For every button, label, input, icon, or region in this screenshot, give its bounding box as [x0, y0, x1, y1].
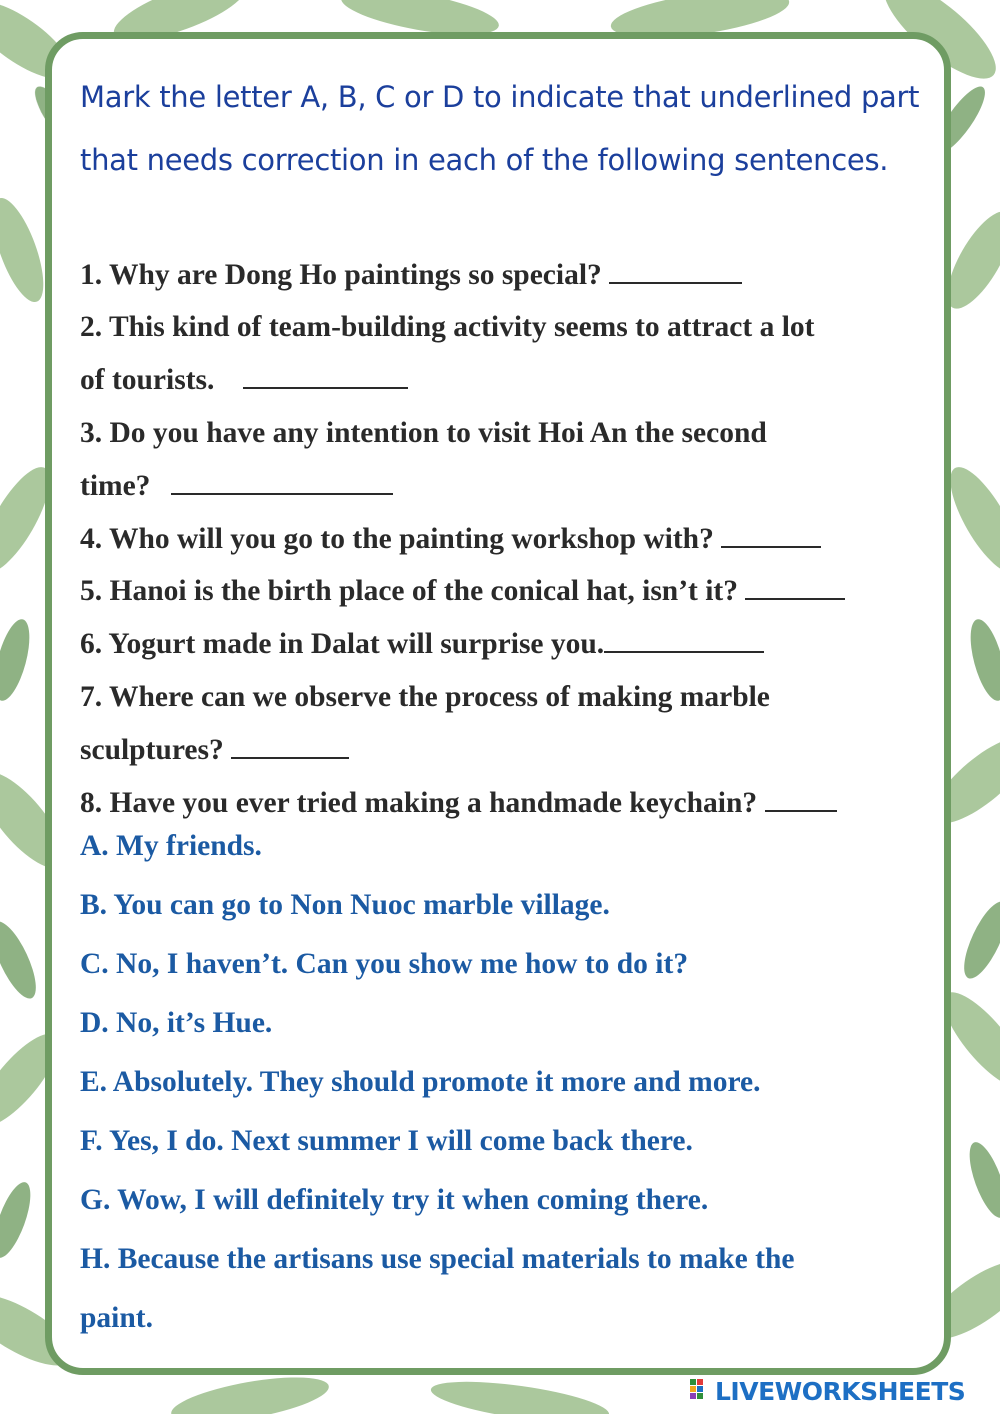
question-text: 1. Why are Dong Ho paintings so special? [80, 259, 602, 291]
question-5 [80, 571, 845, 611]
answer-blank[interactable] [745, 572, 845, 600]
answer-blank[interactable] [765, 784, 837, 812]
question-text: sculptures? [80, 734, 224, 766]
question-text: 8. Have you ever tried making a handmade keychain? [80, 787, 758, 819]
question-7 [80, 677, 770, 717]
answer-blank[interactable] [604, 625, 764, 653]
question-7-cont [80, 730, 349, 770]
question-6 [80, 624, 764, 664]
question-8 [80, 783, 837, 823]
logo-text: LIVEWORKSHEETS [715, 1376, 966, 1406]
question-2-cont [80, 360, 408, 400]
question-text: of tourists. [80, 364, 215, 396]
question-1 [80, 255, 742, 295]
instruction-text: Mark the letter A, B, C or D to indicate that underlined part that needs correction in each of the following sentences. [80, 80, 920, 177]
answer-option-f: F. Yes, I do. Next summer I will come back there. [80, 1125, 693, 1157]
question-text: time? [80, 470, 151, 502]
answer-blank[interactable] [231, 731, 349, 759]
question-3-cont [80, 466, 393, 506]
question-2 [80, 307, 814, 347]
question-text: 3. Do you have any intention to visit Hoi An the second [80, 417, 767, 449]
answer-option-h: H. Because the artisans use special materials to make the [80, 1243, 795, 1275]
question-4 [80, 519, 821, 559]
answer-option-e: E. Absolutely. They should promote it more and more. [80, 1066, 761, 1098]
logo-icon [690, 1377, 712, 1405]
answer-blank[interactable] [721, 520, 821, 548]
question-text: 7. Where can we observe the process of making marble [80, 681, 770, 713]
question-text: 4. Who will you go to the painting workshop with? [80, 523, 714, 555]
question-text: 6. Yogurt made in Dalat will surprise you. [80, 628, 605, 660]
answer-option-c: C. No, I haven’t. Can you show me how to do it? [80, 948, 689, 980]
answer-blank[interactable] [171, 467, 393, 495]
liveworksheets-logo [690, 1376, 965, 1406]
answer-option-d: D. No, it’s Hue. [80, 1007, 273, 1039]
answer-option-g: G. Wow, I will definitely try it when coming there. [80, 1184, 709, 1216]
question-3 [80, 413, 767, 453]
question-text: 2. This kind of team-building activity seems to attract a lot [80, 311, 815, 343]
answer-blank[interactable] [609, 256, 742, 284]
question-text: 5. Hanoi is the birth place of the conical hat, isn’t it? [80, 575, 739, 607]
answer-option-h-cont: paint. [80, 1302, 153, 1334]
answer-option-a: A. My friends. [80, 830, 262, 862]
answer-blank[interactable] [243, 361, 408, 389]
answer-option-b: B. You can go to Non Nuoc marble village. [80, 889, 610, 921]
